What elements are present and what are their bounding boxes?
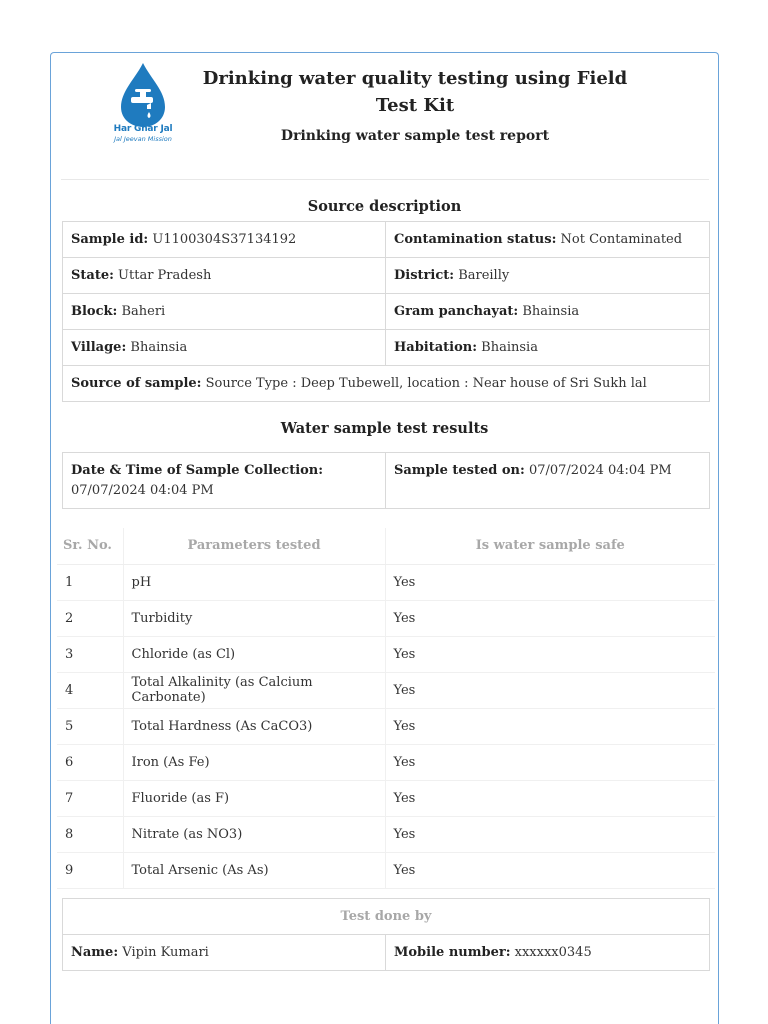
contamination-status-cell	[386, 222, 710, 258]
column-header: Is water sample safe	[385, 528, 715, 564]
sr-no-cell: 8	[57, 816, 123, 852]
table-header-row	[57, 528, 715, 564]
block-cell	[63, 294, 386, 330]
is-safe-cell: Yes	[385, 564, 715, 600]
table-row	[63, 366, 710, 402]
parameter-cell: Fluoride (as F)	[123, 780, 385, 816]
table-row	[57, 600, 715, 636]
is-safe-cell: Yes	[385, 708, 715, 744]
is-safe-cell: Yes	[385, 600, 715, 636]
parameters-table	[57, 528, 715, 889]
test-results-heading: Water sample test results	[280, 420, 489, 437]
table-row	[57, 672, 715, 708]
field-value: 07/07/2024 04:04 PM	[71, 483, 214, 498]
field-value: U1100304S37134192	[152, 232, 297, 247]
field-label: State:	[71, 268, 114, 283]
report-header	[51, 53, 718, 179]
sample-dates-table	[62, 452, 710, 509]
field-value: xxxxxx0345	[514, 945, 592, 960]
field-label: Mobile number:	[394, 945, 511, 960]
sr-no-cell: 6	[57, 744, 123, 780]
field-label: Date & Time of Sample Collection:	[71, 463, 324, 478]
test-done-by-table	[62, 898, 710, 971]
field-label: Contamination status:	[394, 232, 557, 247]
field-value: Bhainsia	[522, 304, 580, 319]
parameter-cell: pH	[123, 564, 385, 600]
parameter-cell: Iron (As Fe)	[123, 744, 385, 780]
is-safe-cell: Yes	[385, 780, 715, 816]
field-label: District:	[394, 268, 455, 283]
sr-no-cell: 5	[57, 708, 123, 744]
page-title: Drinking water quality testing using Field Test Kit	[202, 68, 628, 116]
sr-no-cell: 1	[57, 564, 123, 600]
village-cell	[63, 330, 386, 366]
table-row	[57, 564, 715, 600]
tester-name-cell	[63, 935, 386, 971]
source-of-sample-cell	[63, 366, 710, 402]
field-label: Name:	[71, 945, 119, 960]
column-header: Parameters tested	[123, 528, 385, 564]
table-row	[57, 816, 715, 852]
sr-no-cell: 4	[57, 672, 123, 708]
field-label: Gram panchayat:	[394, 304, 519, 319]
tester-mobile-cell	[386, 935, 710, 971]
field-value: Bhainsia	[481, 340, 538, 355]
report-card	[50, 52, 719, 1024]
table-row	[57, 852, 715, 888]
is-safe-cell: Yes	[385, 816, 715, 852]
habitation-cell	[386, 330, 710, 366]
field-value: Bareilly	[458, 268, 510, 283]
is-safe-cell: Yes	[385, 636, 715, 672]
parameter-cell: Turbidity	[123, 600, 385, 636]
sr-no-cell: 7	[57, 780, 123, 816]
page-subtitle: Drinking water sample test report	[280, 128, 550, 144]
table-row	[63, 935, 710, 971]
tested-date-cell	[386, 453, 710, 509]
header-divider	[61, 179, 709, 180]
parameter-cell: Chloride (as Cl)	[123, 636, 385, 672]
district-cell	[386, 258, 710, 294]
field-label: Sample id:	[71, 232, 149, 247]
field-value: Not Contaminated	[560, 232, 683, 247]
parameters-table-body	[57, 564, 715, 888]
table-row	[57, 780, 715, 816]
table-row	[63, 294, 710, 330]
is-safe-cell: Yes	[385, 744, 715, 780]
sample-id-cell	[63, 222, 386, 258]
gram-panchayat-cell	[386, 294, 710, 330]
field-value: Bhainsia	[130, 340, 188, 355]
table-row	[63, 258, 710, 294]
table-row	[63, 330, 710, 366]
table-row	[63, 453, 710, 509]
field-label: Sample tested on:	[394, 463, 525, 478]
field-value: 07/07/2024 04:04 PM	[528, 463, 672, 478]
sr-no-cell: 3	[57, 636, 123, 672]
table-row	[63, 899, 710, 935]
is-safe-cell: Yes	[385, 852, 715, 888]
field-value: Baheri	[121, 304, 166, 319]
field-label: Village:	[71, 340, 127, 355]
parameter-cell: Total Alkalinity (as Calcium Carbonate)	[123, 672, 385, 708]
parameter-cell: Nitrate (as NO3)	[123, 816, 385, 852]
source-description-table	[62, 221, 710, 402]
field-label: Source of sample:	[71, 376, 202, 391]
is-safe-cell: Yes	[385, 672, 715, 708]
logo-text-secondary: Jal Jeevan Mission	[114, 135, 172, 143]
table-row	[57, 744, 715, 780]
parameter-cell: Total Arsenic (As As)	[123, 852, 385, 888]
field-value: Vipin Kumari	[122, 945, 209, 960]
test-done-by-heading: Test done by	[63, 899, 710, 935]
parameter-cell: Total Hardness (As CaCO3)	[123, 708, 385, 744]
sr-no-cell: 2	[57, 600, 123, 636]
collection-date-cell	[63, 453, 386, 509]
table-row	[57, 708, 715, 744]
field-value: Source Type : Deep Tubewell, location : Near house of Sri Sukh lal	[205, 376, 647, 391]
logo-text-primary: Har Ghar Jal	[113, 124, 173, 134]
table-row	[57, 636, 715, 672]
table-row	[63, 222, 710, 258]
source-description-heading: Source description	[307, 198, 462, 215]
field-label: Block:	[71, 304, 118, 319]
field-value: Uttar Pradesh	[118, 268, 212, 283]
state-cell	[63, 258, 386, 294]
column-header: Sr. No.	[57, 528, 123, 564]
sr-no-cell: 9	[57, 852, 123, 888]
field-label: Habitation:	[394, 340, 478, 355]
